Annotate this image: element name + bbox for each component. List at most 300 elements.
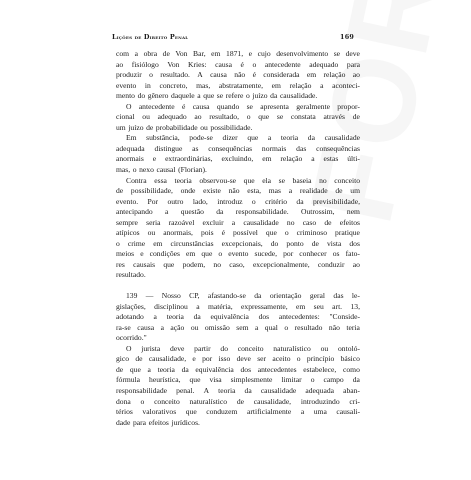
word: equivalência <box>210 312 249 322</box>
paragraph-indent <box>116 102 126 113</box>
word: heurística, <box>149 375 181 385</box>
word: causali- <box>336 407 360 417</box>
word: Contra <box>126 175 147 185</box>
word: razoável <box>168 217 195 227</box>
word: dos <box>240 364 252 374</box>
word: aban- <box>343 385 360 395</box>
word: a <box>231 217 236 227</box>
word: e <box>140 249 144 259</box>
word: sem <box>236 322 249 332</box>
word: consequências <box>208 143 253 153</box>
word: causa <box>137 322 155 332</box>
word: em <box>271 80 281 90</box>
word: mas, <box>116 165 131 175</box>
text-line <box>116 344 360 355</box>
word: excepcionais, <box>221 238 263 248</box>
word: ou <box>200 122 208 132</box>
word: propor- <box>337 101 360 111</box>
word: Por <box>147 196 159 206</box>
word: produzir <box>116 70 142 80</box>
word: da <box>244 385 252 395</box>
word: existe <box>203 186 221 196</box>
word: vista <box>326 238 342 248</box>
word: ao <box>352 70 360 80</box>
word: adequada <box>116 143 145 153</box>
word: podem, <box>182 259 206 269</box>
word: caso, <box>229 259 245 269</box>
word: adequada <box>305 385 334 395</box>
word: Outrossim, <box>301 207 335 217</box>
word: se <box>278 175 285 185</box>
word: teoria <box>174 175 192 185</box>
word: isso <box>218 354 231 364</box>
text-line <box>116 154 360 165</box>
word: conceito <box>154 396 180 406</box>
text-line <box>116 197 360 208</box>
word: causalidade <box>243 217 279 227</box>
word: sucede, <box>254 249 278 259</box>
word: daquele <box>171 91 195 101</box>
word: do <box>137 91 146 101</box>
word: para <box>132 417 147 427</box>
word: resultado. <box>160 70 190 80</box>
text-line <box>116 365 360 376</box>
word: causalidade, <box>253 396 292 406</box>
word: teoria <box>157 364 175 374</box>
word: condições <box>149 249 180 259</box>
word: a <box>196 301 200 311</box>
word: questão <box>180 207 204 217</box>
word: excepcionalmente, <box>252 259 310 269</box>
word: — <box>145 291 154 301</box>
word: possível <box>233 228 258 238</box>
word: do <box>220 343 228 353</box>
word: Kries: <box>187 59 207 69</box>
word: deve <box>345 49 360 58</box>
word: se <box>246 101 253 111</box>
word: causa <box>210 70 227 80</box>
word: estas <box>323 154 339 164</box>
word: evento <box>228 249 249 259</box>
word: desenvolvimento <box>276 49 329 58</box>
text-line <box>116 291 360 302</box>
word: das <box>296 143 307 153</box>
word: introduz <box>217 196 243 206</box>
word: obra <box>143 49 158 58</box>
word: dona <box>116 396 131 406</box>
word: limitar <box>281 375 302 385</box>
word: mento <box>116 91 135 101</box>
word: de <box>146 122 154 132</box>
word: adequado <box>157 112 187 122</box>
text-line <box>116 302 360 313</box>
word: das <box>333 291 344 301</box>
word: o <box>140 396 145 406</box>
word: atípicos <box>116 228 140 238</box>
word: de <box>352 112 360 122</box>
text-line <box>116 186 360 197</box>
word: excluir <box>202 217 224 227</box>
word: fórmula <box>116 375 141 385</box>
word: ponto <box>286 238 304 248</box>
word: gênero <box>147 91 169 101</box>
word: art. <box>332 301 343 311</box>
word: a <box>267 133 272 143</box>
word: juízo <box>128 122 144 132</box>
word: substância, <box>146 133 180 143</box>
word: uma <box>313 407 327 417</box>
word: o <box>310 375 315 385</box>
word: responsabilidade. <box>235 207 289 217</box>
word: matéria, <box>207 301 233 311</box>
word: relação <box>289 80 312 90</box>
word: Nosso <box>161 291 181 301</box>
word: seria <box>146 217 161 227</box>
text-line <box>116 407 360 418</box>
paragraph-indent <box>116 344 126 355</box>
word: dos <box>349 238 360 248</box>
word: a <box>134 49 139 58</box>
word: é <box>221 228 225 238</box>
word: que <box>129 364 141 374</box>
word: o <box>116 238 120 248</box>
word: de <box>236 396 245 406</box>
text-line <box>116 102 360 113</box>
word: fato- <box>345 249 360 259</box>
word: aceito <box>272 354 291 364</box>
word: de <box>135 354 143 364</box>
word: essa <box>154 175 167 185</box>
word: causalidade, <box>148 354 187 364</box>
word: efeitos <box>148 417 169 427</box>
word: e <box>192 354 196 364</box>
word: baseia <box>292 175 312 185</box>
word: previsibilidade, <box>312 196 360 206</box>
word: geralmente <box>296 101 330 111</box>
body-text <box>116 49 360 428</box>
word: A <box>197 70 203 80</box>
word: em <box>211 49 221 58</box>
word: conceito <box>334 175 360 185</box>
word: apresenta <box>260 101 289 111</box>
word: gico <box>116 354 130 364</box>
word: causalidade <box>324 133 360 143</box>
text-line <box>116 144 360 155</box>
word: no <box>286 217 295 227</box>
word: artificialmente <box>247 407 292 417</box>
word: caso <box>302 217 317 227</box>
word: distingue <box>154 143 183 153</box>
word: do <box>270 238 279 248</box>
word: em <box>296 301 306 311</box>
word: de <box>116 186 124 196</box>
text-line <box>116 249 360 260</box>
text-line <box>116 323 360 334</box>
word: fisiólogo <box>131 59 159 69</box>
word: quando <box>216 101 240 111</box>
word: constata <box>290 112 316 122</box>
word: a <box>165 207 169 217</box>
word: jurídicos. <box>171 417 200 427</box>
word: criminoso <box>296 228 328 238</box>
word: qual <box>264 322 278 332</box>
word: nexo <box>139 165 154 175</box>
text-line <box>116 123 360 134</box>
text-line <box>116 354 360 365</box>
word: resultado, <box>209 112 239 122</box>
word: valorativos <box>142 407 177 417</box>
word: pode-se <box>189 133 213 143</box>
word: o <box>132 165 137 175</box>
word: causais <box>133 259 156 269</box>
word: consequências <box>316 143 360 153</box>
word: critério <box>265 196 288 206</box>
word: geral <box>309 291 326 301</box>
word: refere <box>225 91 244 101</box>
section-gap <box>116 281 360 291</box>
word: da <box>296 196 304 206</box>
word: antecedentes: <box>278 312 320 322</box>
word: da <box>307 133 315 143</box>
word: concreto, <box>159 80 188 90</box>
word: que <box>265 228 277 238</box>
paragraph-indent <box>116 176 126 187</box>
word: cri- <box>349 396 360 406</box>
text-line <box>116 49 360 60</box>
word: excluindo, <box>221 154 254 164</box>
text-line <box>116 81 360 92</box>
word: expressamente, <box>241 301 288 311</box>
word: naturalístico <box>189 396 228 406</box>
word: a <box>147 364 151 374</box>
word: seu <box>313 301 324 311</box>
text-line <box>116 207 360 218</box>
text-line <box>116 165 360 176</box>
word: é <box>240 59 244 69</box>
running-head-title: Lições de Direito Penal <box>112 33 189 41</box>
word: conhecer <box>299 249 327 259</box>
word: é <box>181 101 186 111</box>
word: ser <box>257 354 267 364</box>
word: e <box>248 49 253 58</box>
word: naturalístico <box>273 343 311 353</box>
word: ao <box>116 59 124 69</box>
word: teoria <box>218 385 236 395</box>
word: em <box>306 70 317 80</box>
word: se <box>216 91 224 101</box>
word: em <box>186 249 196 259</box>
word: o <box>218 249 223 259</box>
word: simplesmente <box>230 375 273 385</box>
word: O <box>126 101 132 111</box>
word: da <box>270 91 278 101</box>
word: de <box>335 186 343 196</box>
word: mas <box>268 186 281 196</box>
word: aconteci- <box>332 80 360 90</box>
text-line <box>116 133 360 144</box>
word: observou-se <box>199 175 237 185</box>
word: resultado. <box>116 270 146 280</box>
word: que <box>185 407 197 417</box>
word: extraordinárias, <box>165 154 213 164</box>
word: se <box>333 49 341 58</box>
word: um <box>350 186 360 196</box>
word: antecedente <box>264 59 301 69</box>
word: o <box>284 228 289 238</box>
word: resultado <box>294 322 323 332</box>
word: ao <box>194 112 202 122</box>
word: omissão <box>204 322 230 332</box>
word: campo <box>323 375 344 385</box>
word: "Conside- <box>329 312 360 322</box>
word: a <box>153 312 157 322</box>
word: causa <box>192 101 210 111</box>
page-number: 169 <box>340 33 354 41</box>
text-line <box>116 60 360 71</box>
word: ao <box>352 259 360 269</box>
word: a <box>254 322 259 332</box>
text-line <box>116 218 360 229</box>
word: Em <box>126 133 137 143</box>
word: causalidade. <box>279 91 318 101</box>
word: possibilidade, <box>130 186 173 196</box>
word: relação <box>323 70 346 80</box>
word: o <box>296 354 301 364</box>
line-content <box>126 176 360 187</box>
word: que <box>243 175 255 185</box>
word: ou <box>190 322 199 332</box>
text-line <box>116 312 360 323</box>
word: A <box>203 385 210 395</box>
word: ra-se <box>116 322 131 332</box>
text-line <box>116 418 360 429</box>
word: a <box>197 91 201 101</box>
word: cujo <box>257 49 271 58</box>
word: estabelece, <box>303 364 337 374</box>
line-content <box>126 344 360 355</box>
word: um <box>116 122 126 132</box>
word: mas, <box>196 80 211 90</box>
word: princípio <box>306 354 335 364</box>
word: teoria <box>280 133 299 143</box>
word: se <box>276 112 284 122</box>
word: in <box>144 80 151 90</box>
word: causa <box>215 59 232 69</box>
word: no <box>213 259 221 269</box>
word: ação <box>170 322 185 332</box>
word: ocorrido." <box>116 333 147 343</box>
word: causal <box>156 165 176 175</box>
word: por <box>283 249 294 259</box>
word: res <box>116 259 125 269</box>
word: no <box>319 175 327 185</box>
word: que <box>203 91 215 101</box>
word: jurista <box>141 343 161 353</box>
word: efeitos <box>339 217 360 227</box>
text-line <box>116 260 360 271</box>
word: le- <box>351 291 360 301</box>
word: nem <box>346 207 360 217</box>
word: afastando-se <box>207 291 246 301</box>
word: que <box>201 249 213 259</box>
word: o <box>251 196 256 206</box>
word: O <box>126 343 132 353</box>
word: em <box>262 154 272 164</box>
word: o <box>246 112 251 122</box>
word: gislações, <box>116 301 146 311</box>
word: de <box>116 364 124 374</box>
text-line <box>116 91 360 102</box>
word: as <box>192 143 199 153</box>
word: que <box>189 375 201 385</box>
word: causalidade <box>260 385 297 395</box>
text-line <box>116 333 360 344</box>
word: conduzem <box>206 407 238 417</box>
word: a <box>311 154 315 164</box>
word: deve <box>236 354 251 364</box>
word: disciplinou <box>154 301 188 311</box>
word: equivalência <box>195 364 234 374</box>
word: a <box>320 80 324 90</box>
word: outro <box>167 196 184 206</box>
word: sempre <box>116 217 138 227</box>
text-line <box>116 397 360 408</box>
word: dizer <box>222 133 238 143</box>
word: crime <box>127 238 146 248</box>
word: antecedentes <box>257 364 297 374</box>
word: o <box>284 322 289 332</box>
word: anormais <box>116 154 144 164</box>
word: térios <box>116 407 133 417</box>
word: 13, <box>350 301 360 311</box>
word: da <box>193 312 201 322</box>
text-line <box>116 386 360 397</box>
text-line <box>116 228 360 239</box>
word: abstratamente, <box>218 80 263 90</box>
word: a <box>300 407 305 417</box>
word: circunstâncias <box>170 238 214 248</box>
word: teoria <box>166 312 184 322</box>
word: não <box>328 322 340 332</box>
word: possibilidade. <box>210 122 253 132</box>
word: Von <box>175 49 188 58</box>
word: orientação <box>269 291 302 301</box>
word: com <box>116 49 130 58</box>
text-line <box>116 112 360 123</box>
word: para <box>346 59 360 69</box>
word: adotando <box>116 312 144 322</box>
running-head <box>112 33 354 41</box>
word: penal. <box>176 385 195 395</box>
word: ou <box>142 112 150 122</box>
word: considerada <box>263 70 300 80</box>
word: probabilidade <box>155 122 198 132</box>
word: meios <box>116 249 135 259</box>
text-line <box>116 375 360 386</box>
word: evento <box>116 80 137 90</box>
word: onde <box>180 186 196 196</box>
word: cional <box>116 112 135 122</box>
word: ou <box>320 343 329 353</box>
word: dade <box>116 417 131 427</box>
word: antecipando <box>116 207 153 217</box>
word: ou <box>147 228 156 238</box>
word: o <box>149 70 153 80</box>
word: da <box>352 375 360 385</box>
word: esta, <box>247 186 261 196</box>
word: da <box>216 207 224 217</box>
word: normais <box>261 143 287 153</box>
